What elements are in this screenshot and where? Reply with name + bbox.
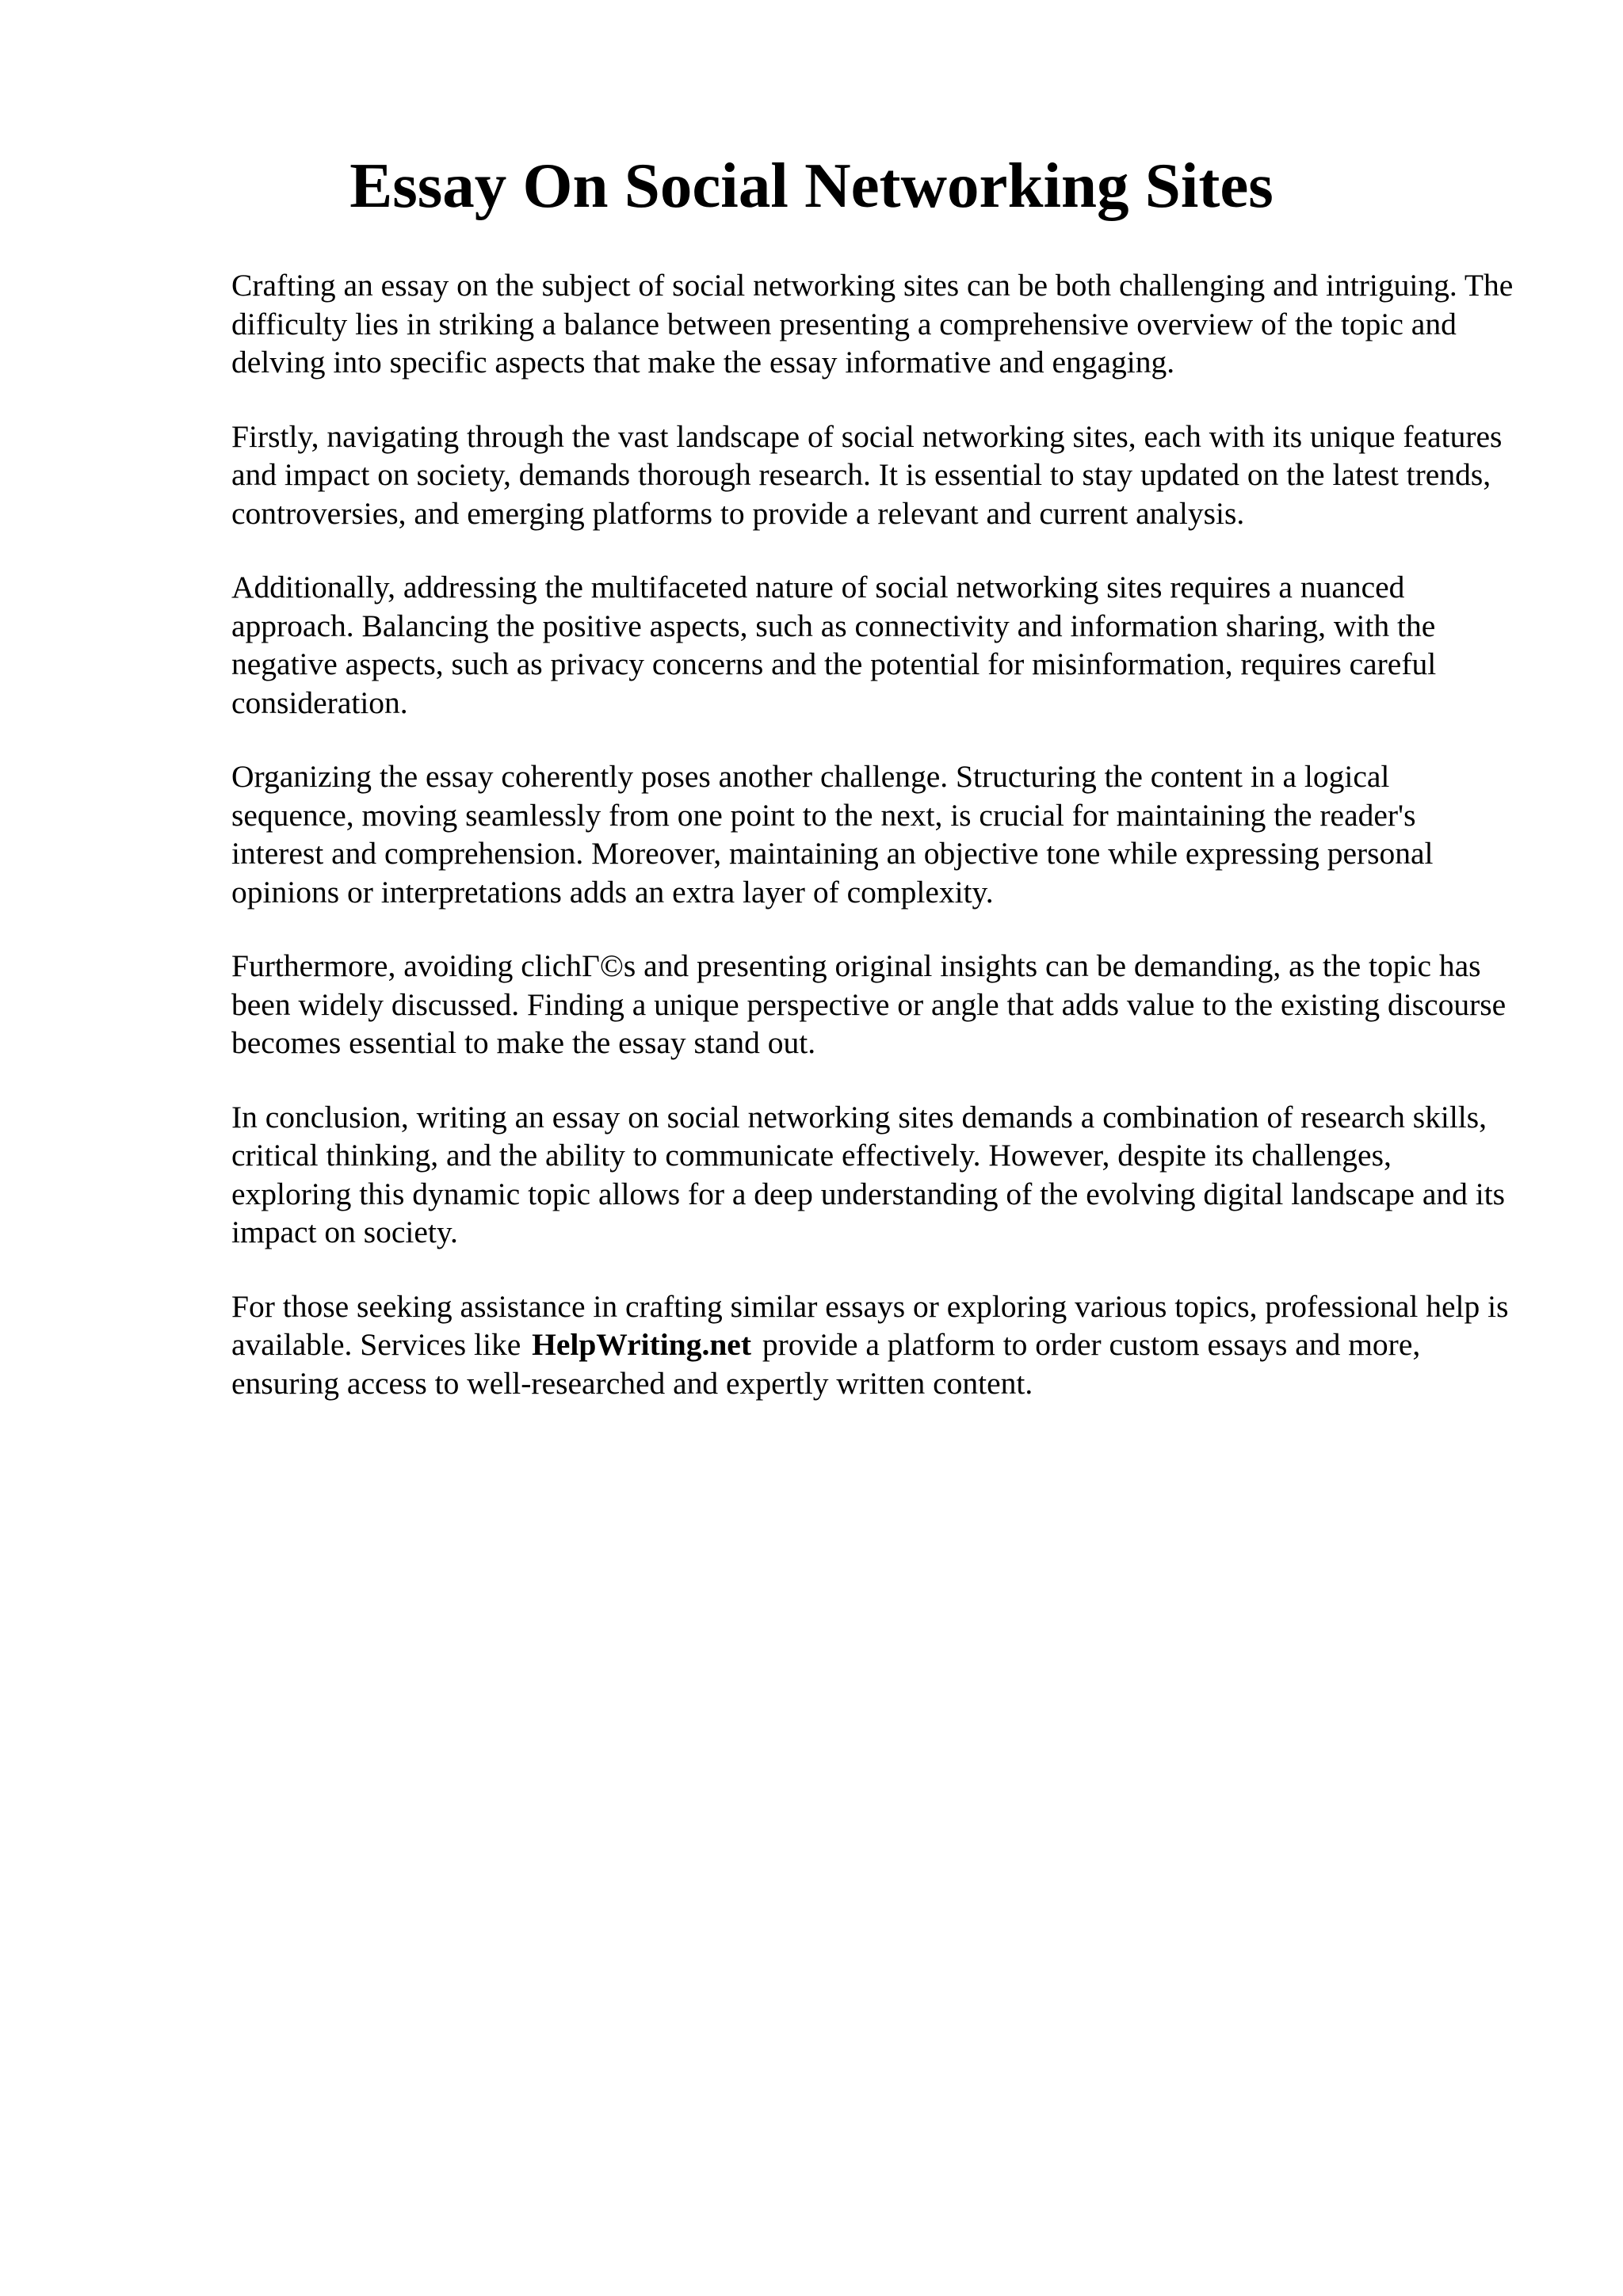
paragraph-2: Firstly, navigating through the vast landscape of social networking sites, each with its unique features and impact on society, demands thorough research. It is essential to stay updated on the latest trends, controversies, and emerging platforms to provide a relevant and current analysis. [231, 418, 1503, 531]
paragraph-6: In conclusion, writing an essay on social networking sites demands a combination of research skills, critical thinking, and the ability to communicate effectively. However, despite its challenges, exploring this dynamic topic allows for a deep understanding of the evolving digital landscape and its impact on society. [231, 1099, 1506, 1249]
paragraph-5: Furthermore, avoiding clichГ©s and presenting original insights can be demanding, as the topic has been widely discussed. Finding a unique perspective or angle that adds value to the existing discourse becomes essential to make the essay stand out. [231, 948, 1507, 1060]
closing-paragraph [231, 1287, 1515, 1403]
closing-text-before: For those seeking assistance in crafting similar essays or exploring various topics, professional help is available. Services like [231, 1288, 1509, 1362]
essay-body [231, 266, 1515, 1438]
closing-text-after: provide a platform to order custom essays and more, ensuring access to well-researched and expertly written content. [231, 1327, 1421, 1401]
brand-name: HelpWriting.net [532, 1327, 751, 1362]
paragraph-1: Crafting an essay on the subject of social networking sites can be both challenging and intriguing. The difficulty lies in striking a balance between presenting a comprehensive overview of the topic and delving into specific aspects that make the essay informative and engaging. [231, 268, 1514, 379]
paragraph-4: Organizing the essay coherently poses another challenge. Structuring the content in a logical sequence, moving seamlessly from one point to the next, is crucial for maintaining the reader's interest and comprehension. Moreover, maintaining an objective tone while expressing personal opinions or interpretations adds an extra layer of complexity. [231, 759, 1434, 910]
page-title: Essay On Social Networking Sites [349, 150, 1274, 221]
paragraph-3: Additionally, addressing the multifaceted nature of social networking sites requires a nuanced approach. Balancing the positive aspects, such as connectivity and information sharing, with the negative aspects, such as privacy concerns and the potential for misinformation, requires careful consideration. [231, 570, 1437, 720]
